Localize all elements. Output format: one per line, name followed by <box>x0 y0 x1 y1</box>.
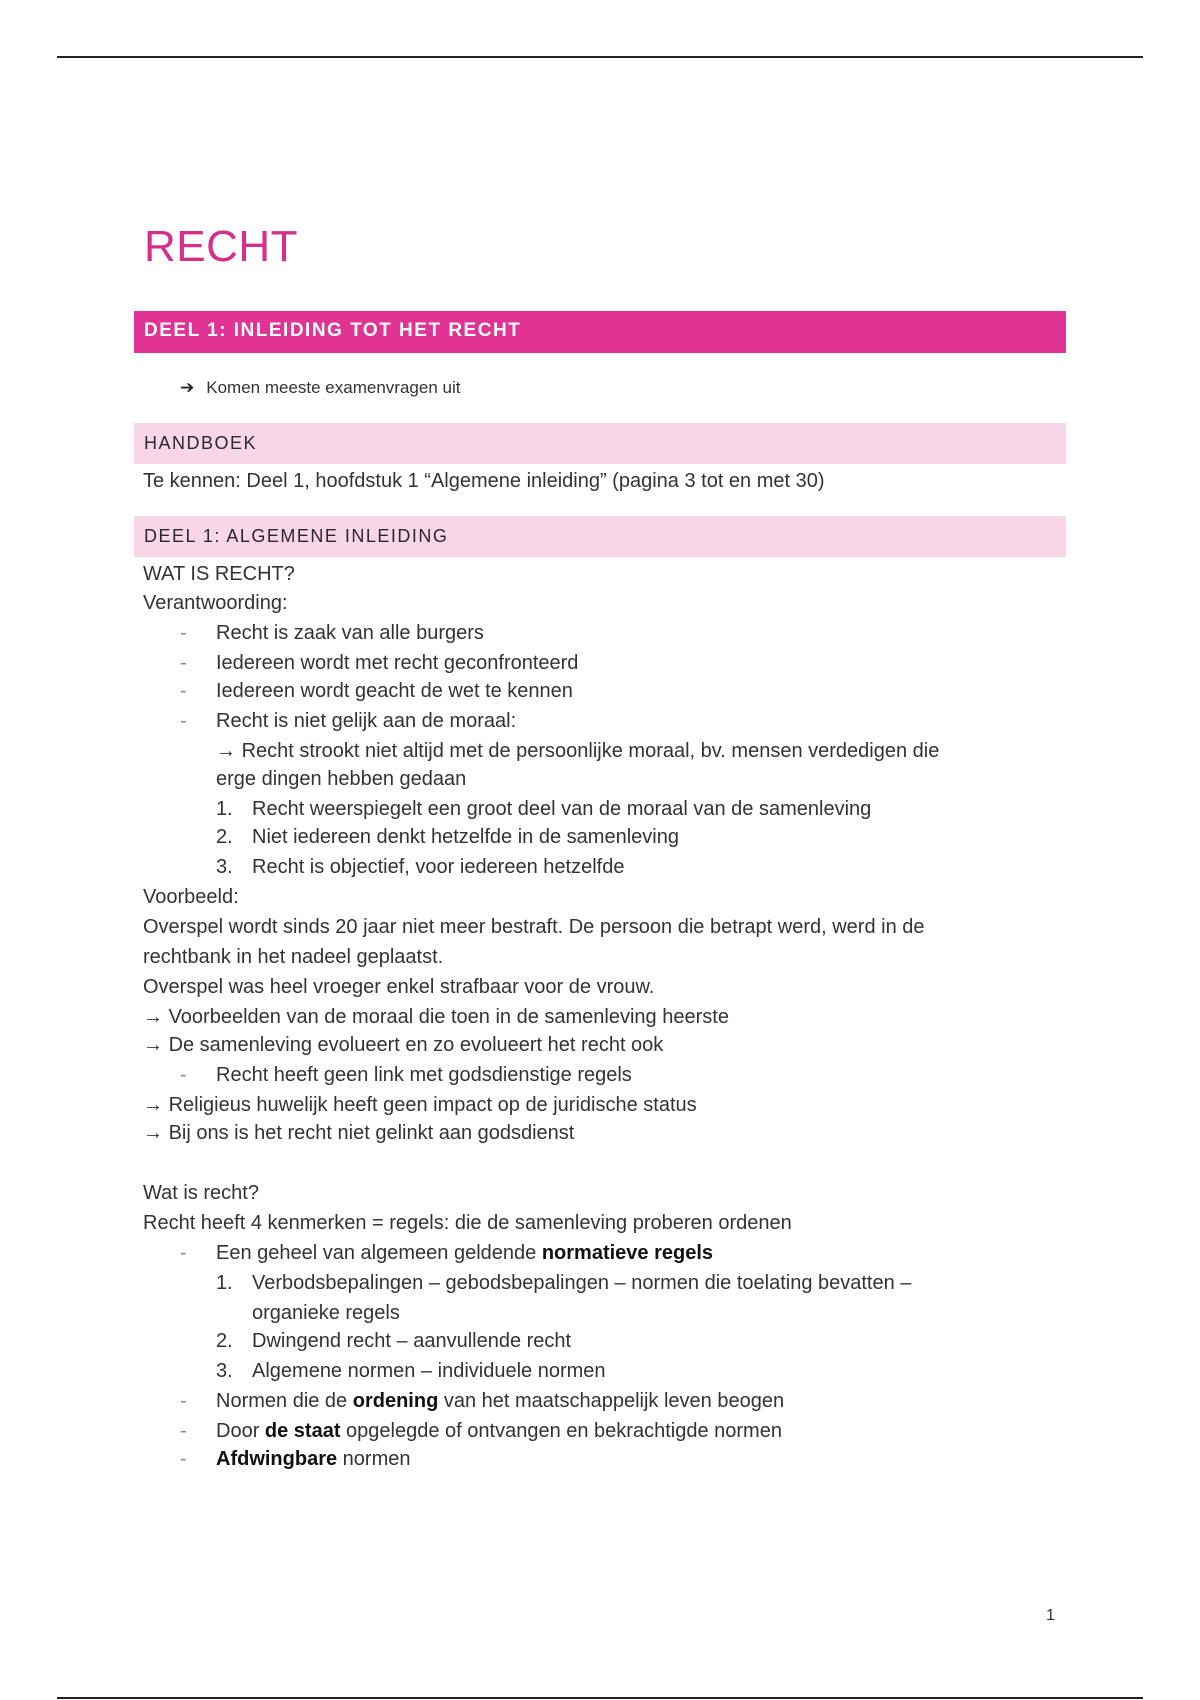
exam-note <box>180 378 460 398</box>
moraal-explanation-cont: erge dingen hebben gedaan <box>216 768 467 790</box>
note-text: Komen meeste examenvragen uit <box>206 378 461 397</box>
question-heading: WAT IS RECHT? <box>143 563 295 585</box>
paragraph: Recht heeft 4 kenmerken = regels: die de samenleving proberen ordenen <box>143 1212 792 1234</box>
arrow-icon: → <box>143 1006 163 1028</box>
paragraph: Overspel wordt sinds 20 jaar niet meer bestraft. De persoon die betrapt werd, werd in de <box>143 916 925 938</box>
arrow-line: → Religieus huwelijk heeft geen impact op de juridische status <box>143 1094 697 1116</box>
arrow-line: → De samenleving evolueert en zo evolueert het recht ook <box>143 1034 664 1056</box>
arrow-icon: → <box>143 1094 163 1116</box>
footer-rule <box>57 1697 1143 1699</box>
verantwoording-label: Verantwoording: <box>143 592 288 614</box>
part-banner: DEEL 1: INLEIDING TOT HET RECHT <box>134 311 1066 353</box>
arrow-icon: ➔ <box>180 378 195 397</box>
arrow-line: → Voorbeelden van de moraal die toen in de samenleving heerste <box>143 1006 729 1028</box>
header-rule <box>57 56 1143 58</box>
handboek-text: Te kennen: Deel 1, hoofdstuk 1 “Algemene inleiding” (pagina 3 tot en met 30) <box>143 470 825 492</box>
handboek-header: HANDBOEK <box>134 423 1066 464</box>
section-header: DEEL 1: ALGEMENE INLEIDING <box>134 516 1066 557</box>
arrow-line: → Bij ons is het recht niet gelinkt aan godsdienst <box>143 1122 575 1144</box>
arrow-icon: → <box>143 1122 163 1144</box>
arrow-icon: → <box>143 1034 163 1056</box>
paragraph: Overspel was heel vroeger enkel strafbaar voor de vrouw. <box>143 976 655 998</box>
paragraph: rechtbank in het nadeel geplaatst. <box>143 946 444 968</box>
moraal-explanation: → Recht strookt niet altijd met de persoonlijke moraal, bv. mensen verdedigen die <box>216 740 940 762</box>
arrow-icon: → <box>216 740 236 762</box>
question-heading: Wat is recht? <box>143 1182 259 1204</box>
voorbeeld-label: Voorbeeld: <box>143 886 239 908</box>
page-number: 1 <box>1046 1607 1055 1624</box>
document-title: RECHT <box>144 222 299 271</box>
